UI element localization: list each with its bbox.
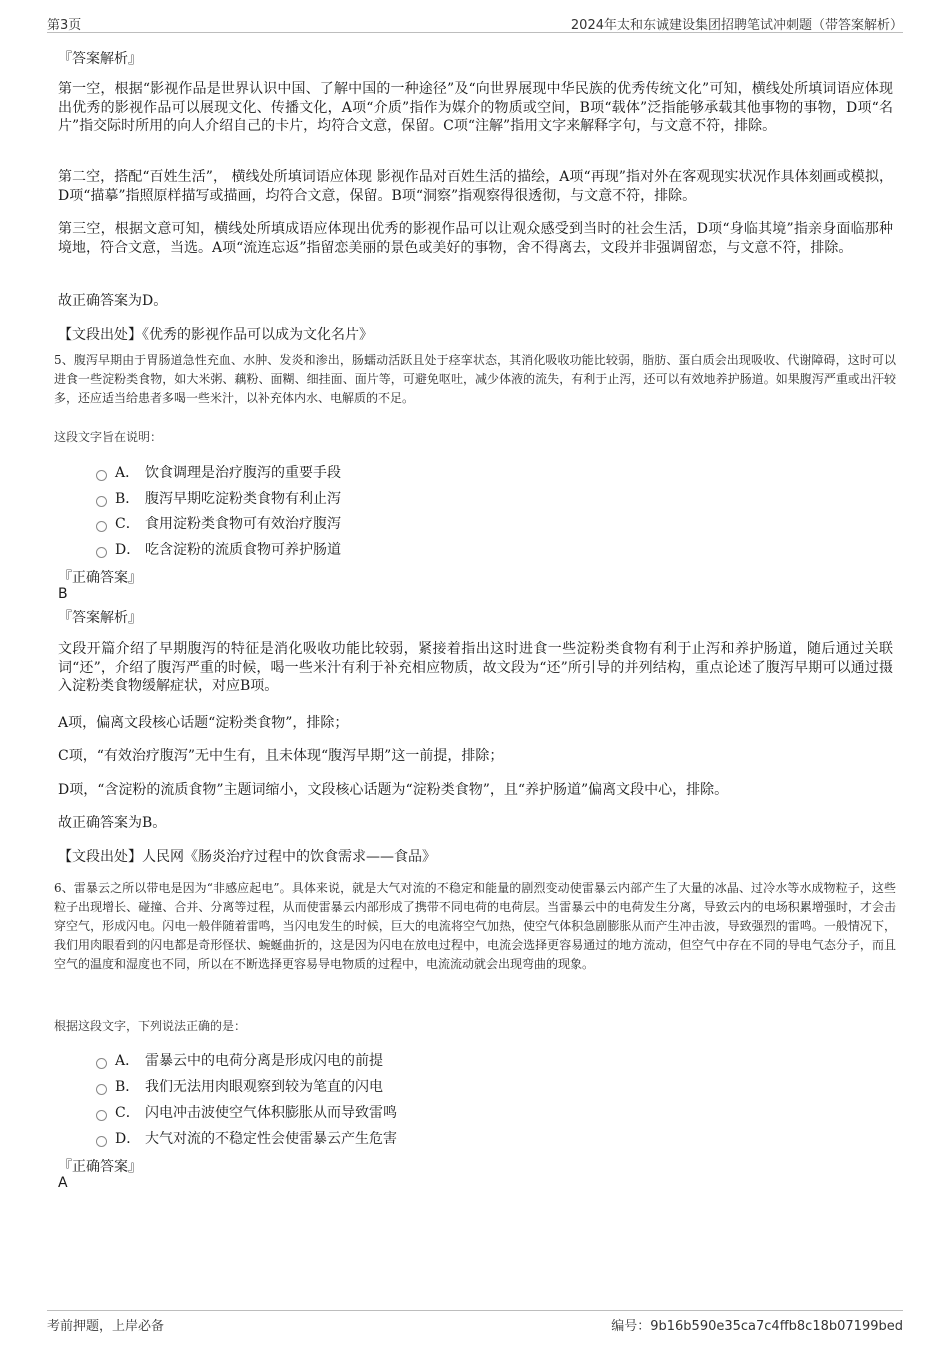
q6-option-a[interactable]: A． 雷暴云中的电荷分离是形成闪电的前提	[96, 1050, 383, 1070]
q5-source: 【文段出处】人民网《肠炎治疗过程中的饮食需求——食品》	[58, 849, 436, 865]
q5-answer-label: 『正确答案』	[58, 570, 142, 586]
q6-option-c[interactable]: C． 闪电冲击波使空气体积膨胀从而导致雷鸣	[96, 1102, 397, 1122]
q4-analysis-label: 『答案解析』	[58, 51, 142, 67]
radio-icon[interactable]	[96, 470, 107, 481]
page-number: 第3页	[47, 18, 82, 33]
q4-analysis-p3: 第三空，根据文意可知，横线处所填成语应体现出优秀的影视作品可以让观众感受到当时的社会生活，D项“身临其境”指亲身面临那种境地，符合文意，当选。A项“流连忘返”指留恋美丽的景色或美好的事物，舍不得离去，文段并非强调留恋，与文意不符，排除。	[58, 221, 893, 256]
q4-analysis-p2: 第二空，搭配“百姓生活”， 横线处所填词语应体现 影视作品对百姓生活的描绘，A项“再现”指对外在客观现实状况作具体刻画或模拟，D项“描摹”指照原样描写或描画，均符合文意，保留。B项“洞察”指观察得很透彻，与文意不符，排除。	[58, 169, 893, 204]
q5-option-a[interactable]: A． 饮食调理是治疗腹泻的重要手段	[96, 462, 341, 482]
q6-prompt: 根据这段文字，下列说法正确的是：	[54, 1019, 247, 1033]
radio-icon[interactable]	[96, 1136, 107, 1147]
q6-answer: A	[58, 1175, 68, 1191]
radio-icon[interactable]	[96, 547, 107, 558]
q4-conclusion: 故正确答案为D。	[58, 293, 168, 309]
q5-prompt: 这段文字旨在说明：	[54, 430, 163, 444]
radio-icon[interactable]	[96, 521, 107, 532]
q5-answer: B	[58, 586, 68, 602]
q5-option-c[interactable]: C． 食用淀粉类食物可有效治疗腹泻	[96, 513, 341, 533]
q5-analysis-label: 『答案解析』	[58, 610, 142, 626]
q5-option-b[interactable]: B． 腹泻早期吃淀粉类食物有利止泻	[96, 488, 341, 508]
radio-icon[interactable]	[96, 1110, 107, 1121]
q6-answer-label: 『正确答案』	[58, 1159, 142, 1175]
q4-source: 【文段出处】《优秀的影视作品可以成为文化名片》	[58, 327, 373, 343]
q6-option-d[interactable]: D． 大气对流的不稳定性会使雷暴云产生危害	[96, 1128, 397, 1148]
q5-stem: 5、腹泻早期由于胃肠道急性充血、水肿、发炎和渗出，肠蠕动活跃且处于痉挛状态，其消化吸收功能比较弱，脂肪、蛋白质会出现吸收、代谢障碍，这时可以进食一些淀粉类食物，如大米粥、藕粉、面糊、细挂面、面片等，可避免呕吐，减少体液的流失，有利于止泻，还可以有效地养护肠道。如果腹泻严重或出汗较多，还应适当给患者多喝一些米汁，以补充体内水、电解质的不足。	[54, 353, 896, 405]
radio-icon[interactable]	[96, 1058, 107, 1069]
q4-analysis-p1: 第一空，根据“影视作品是世界认识中国、了解中国的一种途径”及“向世界展现中华民族的优秀传统文化”可知，横线处所填词语应体现出优秀的影视作品可以展现文化、传播文化，A项“介质”指作为媒介的物质或空间，B项“载体”泛指能够承载其他事物的事物，D项“名片”指交际时所用的向人介绍自己的卡片，均符合文意，保留。C项“注解”指用文字来解释字句，与文意不符，排除。	[58, 81, 893, 134]
q5-analysis-p1: 文段开篇介绍了早期腹泻的特征是消化吸收功能比较弱，紧接着指出这时进食一些淀粉类食物有利于止泻和养护肠道，随后通过关联词“还”，介绍了腹泻严重的时候，喝一些米汁有利于补充相应物质，故文段为“还”所引导的并列结构，重点论述了腹泻早期可以通过摄入淀粉类食物缓解症状，对应B项。	[58, 641, 893, 694]
page-header	[47, 12, 903, 33]
document-title: 2024年太和东诚建设集团招聘笔试冲刺题（带答案解析）	[570, 18, 903, 33]
q5-analysis-p3: C项，“有效治疗腹泻”无中生有，且未体现“腹泻早期”这一前提，排除；	[58, 748, 504, 764]
q5-option-d[interactable]: D． 吃含淀粉的流质食物可养护肠道	[96, 539, 341, 559]
radio-icon[interactable]	[96, 1084, 107, 1095]
q6-stem: 6、雷暴云之所以带电是因为“非感应起电”。具体来说，就是大气对流的不稳定和能量的剧烈变动使雷暴云内部产生了大量的冰晶、过冷水等水成物粒子，这些粒子出现增长、碰撞、合并、分离等过程，从而使雷暴云内部形成了携带不同电荷的电荷层。当雷暴云中的电荷发生分离，导致云内的电场积累增强时，才会击穿空气，形成闪电。闪电一般伴随着雷鸣，当闪电发生的时候，巨大的电流将空气加热，使空气体积急剧膨胀从而产生冲击波，导致强烈的雷鸣。一般情况下，我们用肉眼看到的闪电都是奇形怪状、蜿蜒曲折的，这是因为闪电在放电过程中，电流会选择更容易通过的地方流动，但空气中存在不同的导电气态分子，而且空气的温度和湿度也不同，所以在不断选择更容易导电物质的过程中，电流流动就会出现弯曲的现象。	[54, 881, 896, 971]
radio-icon[interactable]	[96, 496, 107, 507]
q5-analysis-p2: A项，偏离文段核心话题“淀粉类食物”，排除；	[58, 715, 349, 731]
q5-analysis-p4: D项，“含淀粉的流质食物”主题词缩小，文段核心话题为“淀粉类食物”，且“养护肠道”偏离文段中心，排除。	[58, 782, 729, 798]
document-id: 编号：9b16b590e35ca7c4ffb8c18b07199bed	[611, 1319, 903, 1334]
footer-slogan: 考前押题，上岸必备	[47, 1319, 165, 1334]
page-footer	[47, 1310, 903, 1334]
q5-conclusion: 故正确答案为B。	[58, 815, 167, 831]
q6-option-b[interactable]: B． 我们无法用肉眼观察到较为笔直的闪电	[96, 1076, 383, 1096]
